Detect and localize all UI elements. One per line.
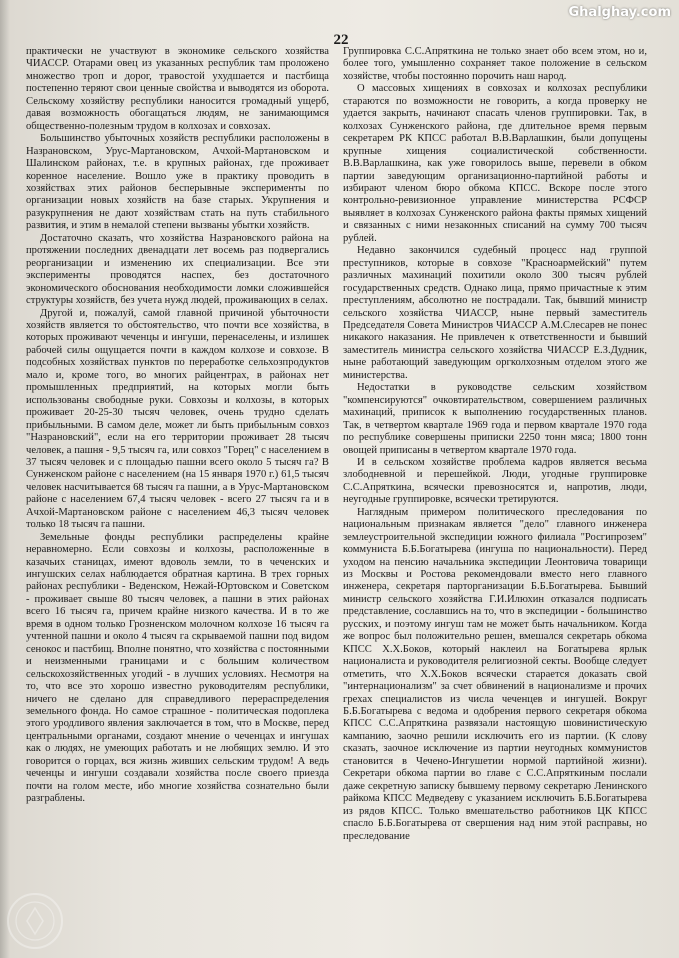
- page-number: 22: [333, 32, 349, 48]
- right-text-column: [343, 46, 647, 843]
- paragraph: Недавно закончился судебный процесс над группой преступников, которые в совхозе "Красноармейский" путем различных махинаций похитили около 300 тысяч рублей государственных средств. Однако лица, прямо причастные к этим преступлениям, абсолютно не пострадали. Так, бывший министр сельского хозяйства ЧИАССР, ныне первый заместитель Председателя Совета Министров ЧИАССР А.М.Слесарев не понес никакого наказания. Не привлечен к ответственности и бывший заместитель министра сельского хозяйства ЧИАССР Е.З.Дудник, ныне работающий заведующим оргколхозным отделом этого же министерства.: [343, 245, 647, 381]
- left-text-column: [26, 46, 329, 806]
- paragraph: Другой и, пожалуй, самой главной причиной убыточности хозяйств является то обстоятельство, что почти все хозяйства, в которых проживают чеченцы и ингуши, перенаселены, и излишек рабочей силы ощущается почти в каждом колхозе и совхозе. В подсобных хозяйствах пунктов по переработке сельхозпродуктов мало и, кроме того, во многих райцентрах, в районах нет промышленных предприятий, на которых могли быть использованы свободные руки. Совхозы и колхозы, в которых проживает 20-25-30 тысяч человек, очень трудно сделать прибыльными. В самом деле, может ли быть прибыльным совхоз "Назрановский", если на его территории проживает 28 тысяч человек, а пашня - 9,5 тысяч га, или совхоз "Горец" с населением в 37 тысяч человек и с площадью пашни всего около 5 тысяч га? В Сунженском районе с населением (на 15 января 1970 г.) 61,5 тысяч человек насчитывается 68 тысяч га пашни, а в Урус-Мартановском районе с населением 67,4 тысяч человек - всего 27 тысяч га и в Ачхой-Мартановском районе с населением 46,3 тысяч человек только 18 тысяч га пашни.: [26, 307, 329, 531]
- paragraph: Недостатки в руководстве сельским хозяйством "компенсируются" очковтирательством, совершением различных махинаций, приписок к выполнению государственных планов. Так, в четвертом квартале 1969 года и первом квартале 1970 года по республике совершены приписки 2250 тонн мяса; 1800 тонн овощей приписаны в четвертом квартале 1970 года.: [343, 382, 647, 456]
- paragraph: Наглядным примером политического преследования по национальным признакам является "дело" главного инженера землеустроительной экспедиции южного филиала "Росгипрозем" коммуниста Б.Б.Богатырева (ингуша по национальности). Перед уходом на пенсию начальника экспедиции Леонтовича товарищи из Москвы и Ростова рекомендовали вместо него главного инженера, секретаря парторганизации Б.Б.Богатырева. Бывший министр сельского хозяйства Г.И.Илюхин отказался подписать представление, сославшись на то, что в экспедиции - большинство русских, и поэтому ингуш там не может быть начальником. Когда же вопрос был положительно решен, вмешался секретарь обкома КПСС Х.Х.Боков, который наклеил на Богатырева ярлык националиста и руководителя религиозной секты. Вообще следует отметить, что Х.Х.Боков всячески старается доказать свой "интернационализм" за счет обвинений в национализме и прочих грехах специалистов из числа чеченцев и ингушей. Вокруг Б.Б.Богатырева с ведома и одобрения первого секретаря обкома КПСС С.С.Апряткина развязали настоящую шовинистическую кампанию, заочно решили исключить его из партии. (К слову сказать, заочное исключение из партии неугодных коммунистов становится в Чечено-Ингушетии нормой партийной жизни). Секретари обкома партии во главе с С.С.Апряткиным послали даже секретную записку бывшему первому секретарю Ленинского райкома КПСС Медведеву с указанием исключить Б.Б.Богатырева из рядов КПСС. Только вмешательство работников ЦК КПСС спасло Б.Б.Богатырева от свершения над ним этой расправы, но преследование: [343, 506, 647, 842]
- watermark-site-label: Ghalghay.com: [568, 5, 671, 20]
- paragraph: практически не участвуют в экономике сельского хозяйства ЧИАССР. Отарами овец из указанных республик там проложено множество троп и дорог, травостой ухудшается и пастбища постепенно теряют свои ценные свойства и выводятся из оборота. Сельскому хозяйству республики наносится громадный ущерб, давая возможность обогащаться людям, не занимающимся общественно-полезным трудом в колхозах и совхозах.: [26, 46, 329, 132]
- watermark-logo-icon: [4, 890, 66, 952]
- paragraph: Группировка С.С.Апряткина не только знает обо всем этом, но и, более того, умышленно сохраняет такое положение в сельском хозяйстве, чтобы постоянно порочить наш народ.: [343, 46, 647, 82]
- page-shadow: [0, 0, 10, 958]
- paragraph: Достаточно сказать, что хозяйства Назрановского района на протяжении последних двенадцати лет восемь раз подвергались реорганизации и изменению их специализации. Все эти эксперименты проводятся наспех, без достаточного экономического обоснования необходимости ломки сложившейся структуры хозяйств, без учета нужд людей, проживающих в селах.: [26, 232, 329, 307]
- paragraph: О массовых хищениях в совхозах и колхозах республики стараются по возможности не говорить, а когда проверку не удается закрыть, начинают спасать членов группировки. Так, в колхозах Сунженского района, где длительное время первым секретарем РК КПСС работал В.В.Варлашкин, были допущены крупные хищения социалистической собственности. В.В.Варлашкина, как уже говорилось выше, перевели в обком партии заведующим организационно-партийной работы и избирают членом бюро обкома КПСС. Вскоре после этого контрольно-ревизионное управление министерства РСФСР выявляет в колхозах Сунженского района факты прямых хищений и связанных с ними незаконных списаний на сумму 700 тысяч рублей.: [343, 83, 647, 244]
- paragraph: И в сельском хозяйстве проблема кадров является весьма злободневной и перешейкой. Люди, угодные группировке С.С.Апряткина, всячески превозносятся и, напротив, люди, неугодные группировке, всячески третируются.: [343, 456, 647, 506]
- paragraph: Земельные фонды республики распределены крайне неравномерно. Если совхозы и колхозы, расположенные в казачьих станицах, имеют вдоволь земли, то в чеченских и ингушских селах наблюдается обратная картина. В трех горных районах республики - Веденском, Нежай-Юртовском и Советском - проживает свыше 80 тысяч человек, а пашни в этих районах всего 16 тысяч га, причем крайне низкого качества. И в то же время в одном только Грозненском молочном колхозе 16 тысяч га учтенной пашни и около 4 тысяч га скрываемой пашни под видом сенокос и пастбищ. Вполне понятно, что хозяйства с постоянными и неизменными границами и с большим количеством сельскохозяйственных угодий - в лучших условиях. Несмотря на то, что все это хорошо известно руководителям республики, ничего не сделано для справедливого перераспределения земельного фонда. Но самое страшное - политическая подоплека этого уродливого явления заключается в том, что в Москве, перед центральными органами, создают мнение о чеченцах и ингушах как о людях, не умеющих работать и не любящих землю. И это говорится о горцах, вся жизнь живших сельским трудом! А ведь чеченцы и ингуши создавали хозяйства после своего приезда почти на голом месте, ибо многие хозяйства сознательно были разграблены.: [26, 531, 329, 805]
- paragraph: Большинство убыточных хозяйств республики расположены в Назрановском, Урус-Мартановском, Ачхой-Мартановском и Шалинском районах, т.е. в крупных районах, где проживает коренное население. Вошло уже в практику проводить в хозяйствах этих районов бесперывные эксперименты по организации новых хозяйств на базе старых. Укрупнения и разукрупнения не дают хозяйствам стать на путь стабильного развития, и этим в немалой степени вызваны убытки хозяйств.: [26, 133, 329, 232]
